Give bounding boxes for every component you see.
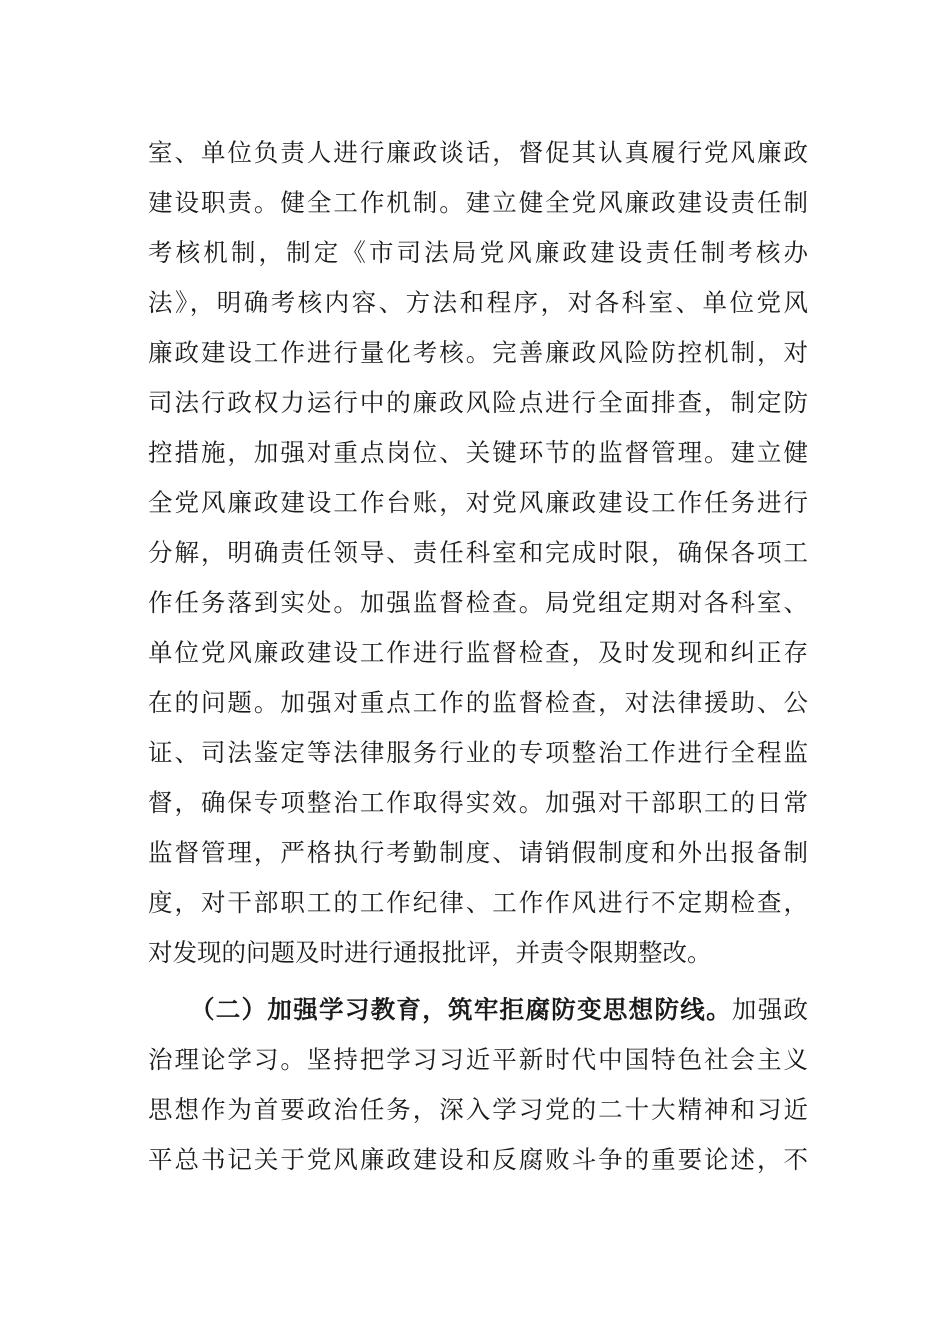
text-line: 全党风廉政建设工作台账，对党风廉政建设工作任务进行 <box>148 488 808 517</box>
text-line: 考核机制，制定《市司法局党风廉政建设责任制考核办 <box>148 238 808 267</box>
text-line: 控措施，加强对重点岗位、关键环节的监督管理。建立健 <box>148 438 808 467</box>
text-line: 思想作为首要政治任务，深入学习党的二十大精神和习近 <box>148 1095 808 1124</box>
text-line: 度，对干部职工的工作纪律、工作作风进行不定期检查， <box>148 888 808 917</box>
text-line: 在的问题。加强对重点工作的监督检查，对法律援助、公 <box>148 688 808 717</box>
text-line: 单位党风廉政建设工作进行监督检查，及时发现和纠正存 <box>148 638 808 667</box>
text-line: 督，确保专项整治工作取得实效。加强对干部职工的日常 <box>148 788 808 817</box>
section-heading: （二）加强学习教育，筑牢拒腐防变思想防线。 <box>190 995 732 1024</box>
text-line: 廉政建设工作进行量化考核。完善廉政风险防控机制，对 <box>148 338 808 367</box>
text-line: 室、单位负责人进行廉政谈话，督促其认真履行党风廉政 <box>148 138 808 167</box>
text-line: 司法行政权力运行中的廉政风险点进行全面排查，制定防 <box>148 388 808 417</box>
text-line: 建设职责。健全工作机制。建立健全党风廉政建设责任制 <box>148 188 808 217</box>
text-line: 治理论学习。坚持把学习习近平新时代中国特色社会主义 <box>148 1045 808 1074</box>
text-line: 监督管理，严格执行考勤制度、请销假制度和外出报备制 <box>148 838 808 867</box>
text-line: 作任务落到实处。加强监督检查。局党组定期对各科室、 <box>148 588 808 617</box>
heading-line <box>190 995 808 1025</box>
text-line: 法》，明确考核内容、方法和程序，对各科室、单位党风 <box>148 288 808 317</box>
text-line: 分解，明确责任领导、责任科室和完成时限，确保各项工 <box>148 538 808 567</box>
heading-line-rest: 加强政 <box>731 995 808 1024</box>
text-line: 平总书记关于党风廉政建设和反腐败斗争的重要论述，不 <box>148 1145 808 1174</box>
text-line: 对发现的问题及时进行通报批评，并责令限期整改。 <box>148 938 712 967</box>
text-line: 证、司法鉴定等法律服务行业的专项整治工作进行全程监 <box>148 738 808 767</box>
